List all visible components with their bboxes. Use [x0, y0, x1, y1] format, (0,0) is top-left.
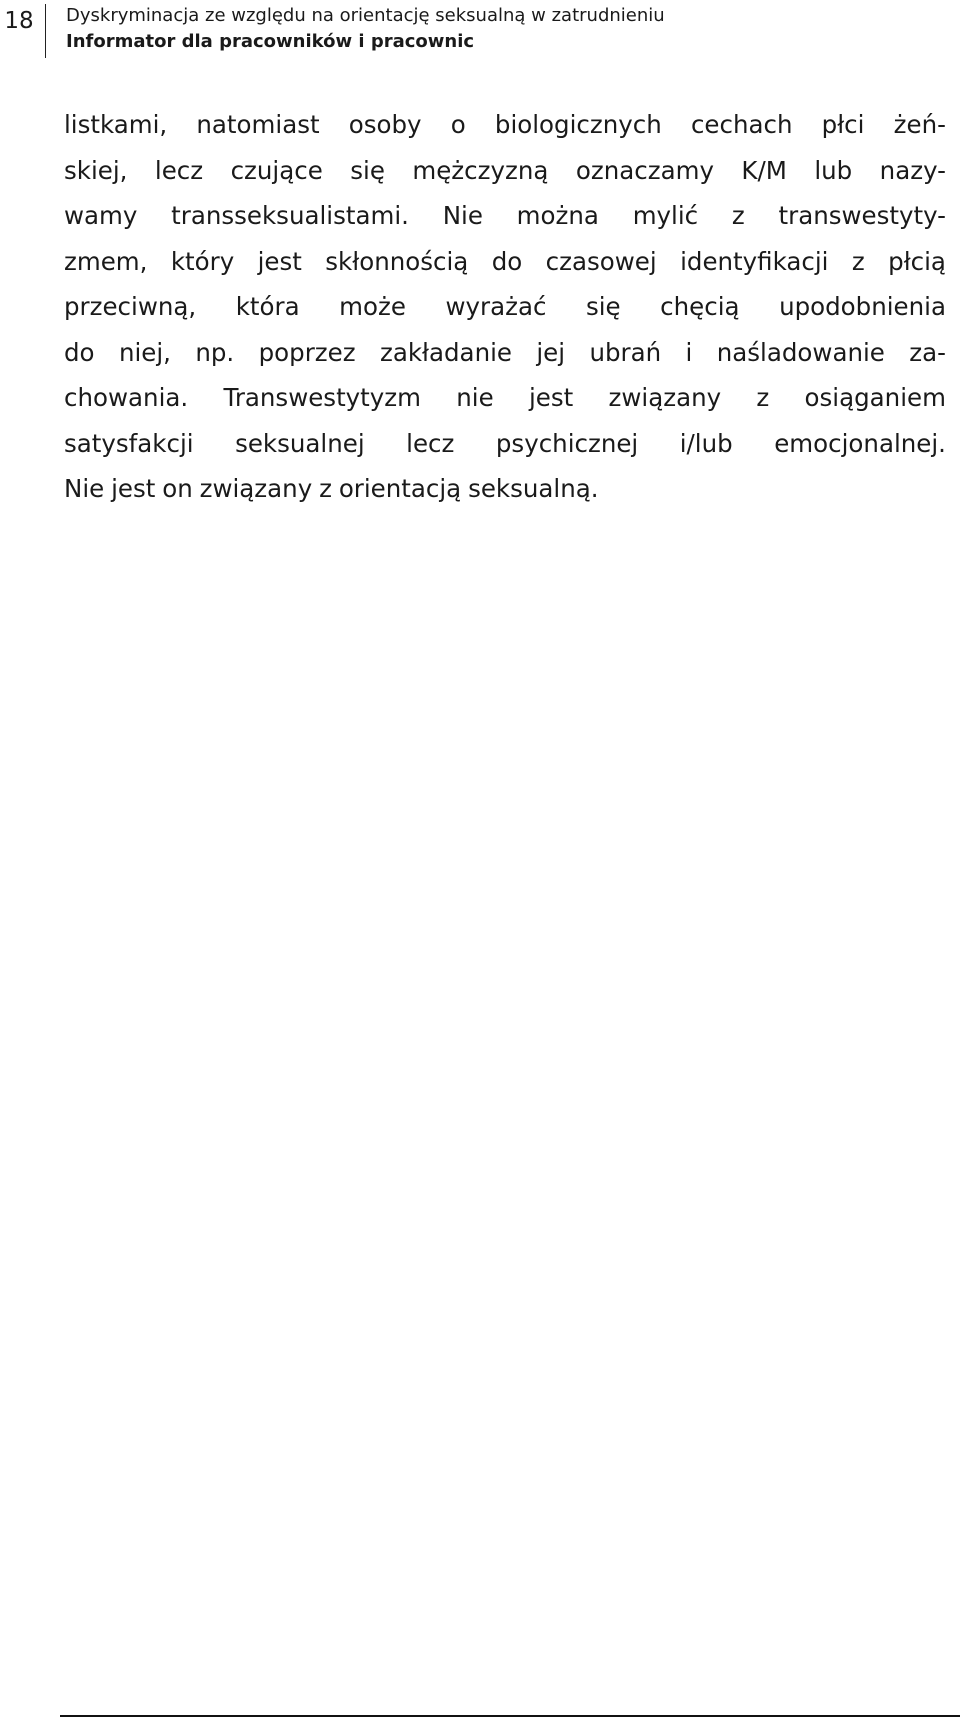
word: naśladowanie — [716, 337, 885, 367]
word: za- — [909, 337, 946, 367]
word: z — [731, 201, 745, 230]
word: z — [319, 474, 332, 503]
paragraph-line — [64, 239, 946, 285]
body-paragraph — [64, 102, 946, 512]
word: do — [64, 337, 95, 367]
word: jej — [536, 337, 566, 367]
word: czujące — [230, 155, 323, 185]
word: zmem, — [64, 246, 148, 276]
word: się — [585, 292, 621, 321]
paragraph-line — [64, 421, 946, 467]
paragraph-line — [64, 466, 946, 512]
word: która — [235, 292, 300, 321]
word: upodobnienia — [779, 292, 946, 321]
paragraph-line — [64, 193, 946, 239]
word: chęcią — [660, 292, 740, 321]
word: biologicznych — [494, 110, 662, 139]
word: można — [516, 201, 599, 230]
word: jest — [528, 383, 574, 412]
word: ubrań — [589, 337, 662, 367]
header-title: Dyskryminacja ze względu na orientację seksualną w zatrudnieniu — [66, 5, 665, 26]
word: związany — [199, 474, 313, 503]
word: mylić — [632, 201, 699, 230]
word: emocjonalnej. — [774, 428, 946, 458]
paragraph-line — [64, 148, 946, 194]
word: do — [491, 246, 523, 276]
word: który — [170, 246, 235, 276]
word: nie — [456, 383, 494, 412]
word: osoby — [348, 110, 422, 139]
word: żeń- — [893, 110, 946, 139]
word: skłonnością — [325, 246, 469, 276]
word: Transwestytyzm — [223, 383, 422, 412]
word: i — [685, 337, 693, 367]
word: orientacją — [338, 474, 462, 503]
word: z — [851, 246, 865, 276]
word: listkami, — [64, 110, 168, 139]
word: cechach — [690, 110, 793, 139]
paragraph-line — [64, 330, 946, 376]
word: i/lub — [679, 428, 733, 458]
word: K/M — [741, 155, 787, 185]
page-number: 18 — [4, 8, 34, 34]
word: psychicznej — [495, 428, 639, 458]
paragraph-line — [64, 102, 946, 148]
word: płci — [821, 110, 865, 139]
word: seksualnej — [235, 428, 365, 458]
word: zakładanie — [379, 337, 512, 367]
word: może — [339, 292, 406, 321]
word: Nie — [64, 474, 105, 503]
paragraph-line — [64, 284, 946, 330]
word: osiąganiem — [804, 383, 946, 412]
word: o — [450, 110, 466, 139]
word: on — [162, 474, 193, 503]
word: wamy — [64, 201, 138, 230]
word: poprzez — [258, 337, 356, 367]
word: przeciwną, — [64, 292, 197, 321]
word: płcią — [888, 246, 946, 276]
word: jest — [257, 246, 302, 276]
word: satysfakcji — [64, 428, 194, 458]
word: wyrażać — [445, 292, 547, 321]
word: Nie — [442, 201, 483, 230]
word: skiej, — [64, 155, 128, 185]
word: natomiast — [196, 110, 320, 139]
footer-divider — [60, 1715, 960, 1717]
word: identyfikacji — [680, 246, 829, 276]
word: lub — [814, 155, 853, 185]
running-header — [66, 3, 946, 55]
word: czasowej — [545, 246, 657, 276]
word: lecz — [154, 155, 204, 185]
word: lecz — [406, 428, 455, 458]
word: chowania. — [64, 383, 189, 412]
word: transwestyty- — [778, 201, 946, 230]
word: mężczyzną — [412, 155, 549, 185]
word: oznaczamy — [575, 155, 714, 185]
word: związany — [608, 383, 722, 412]
header-divider — [45, 4, 46, 58]
word: seksualną. — [468, 474, 599, 503]
word: transseksualistami. — [171, 201, 409, 230]
paragraph-line — [64, 375, 946, 421]
word: nazy- — [879, 155, 946, 185]
word: niej, — [118, 337, 171, 367]
word: z — [756, 383, 770, 412]
word: się — [350, 155, 385, 185]
word: jest — [111, 474, 156, 503]
header-subtitle: Informator dla pracowników i pracownic — [66, 31, 475, 52]
word: np. — [195, 337, 235, 367]
